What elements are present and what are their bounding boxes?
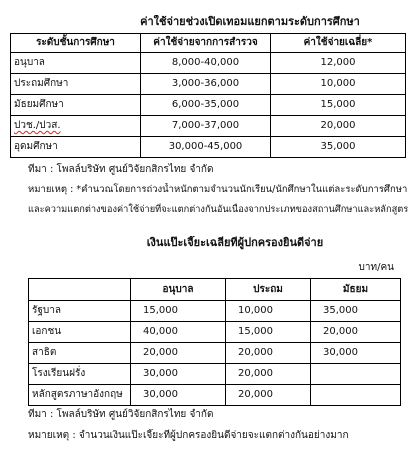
primary-cell: 15,000 [226, 322, 311, 343]
spending-table-note-line: หมายเหตุ : *คำนวณโดยการถ่วงน้ำหนักตามจำนวนนักเรียน/นักศึกษาในแต่ละระดับการศึกษา [28, 184, 408, 195]
kindergarten-cell: 30,000 [131, 364, 226, 385]
secondary-cell [311, 385, 401, 406]
tea-money-table-source: ที่มา : โพลล์บริษัท ศูนย์วิจัยกสิกรไทย จำกัด [28, 409, 214, 420]
row-label: ปวช./ปวส. [11, 116, 141, 137]
header-level: ระดับชั้นการศึกษา [11, 34, 141, 53]
unit-label: บาท/คน [358, 262, 394, 273]
table-row [29, 385, 401, 406]
survey-range-cell: 8,000-40,000 [141, 53, 271, 74]
tea-money-table-note: หมายเหตุ : จำนวนเงินแป๊ะเจี๊ยะที่ผู้ปกครองยินดีจ่ายจะแตกต่างกันอย่างมาก [28, 430, 349, 441]
kindergarten-cell: 20,000 [131, 343, 226, 364]
school-type-label: รัฐบาล [29, 301, 131, 322]
table-row [11, 74, 406, 95]
school-type-label: สาธิต [29, 343, 131, 364]
table-row [29, 343, 401, 364]
table-row [11, 95, 406, 116]
table-row [29, 364, 401, 385]
header-kindergarten: อนุบาล [131, 279, 226, 301]
header-average: ค่าใช้จ่ายเฉลี่ย* [271, 34, 406, 53]
primary-cell: 10,000 [226, 301, 311, 322]
school-type-label: โรงเรียนฝรั่ง [29, 364, 131, 385]
table-row [11, 116, 406, 137]
primary-cell: 20,000 [226, 364, 311, 385]
average-cell: 12,000 [271, 53, 406, 74]
table-header-row [29, 279, 401, 301]
school-type-label: หลักสูตรภาษาอังกฤษ [29, 385, 131, 406]
row-label: มัธยมศึกษา [11, 95, 141, 116]
tea-money-table-title: เงินแป๊ะเจี๊ยะเฉลี่ยที่ผู้ปกครองยินดีจ่าย [146, 236, 324, 249]
survey-range-cell: 6,000-35,000 [141, 95, 271, 116]
header-empty-cell [29, 279, 131, 301]
survey-range-cell: 30,000-45,000 [141, 137, 271, 158]
tea-money-table [28, 278, 401, 406]
header-secondary: มัธยม [311, 279, 401, 301]
average-cell: 15,000 [271, 95, 406, 116]
survey-range-cell: 7,000-37,000 [141, 116, 271, 137]
average-cell: 35,000 [271, 137, 406, 158]
header-survey-range: ค่าใช้จ่ายจากการสำรวจ [141, 34, 271, 53]
kindergarten-cell: 15,000 [131, 301, 226, 322]
table-row [29, 301, 401, 322]
survey-range-cell: 3,000-36,000 [141, 74, 271, 95]
primary-cell: 20,000 [226, 385, 311, 406]
spending-table-title: ค่าใช้จ่ายช่วงเปิดเทอมแยกตามระดับการศึกษา [140, 15, 360, 28]
table-header-row [11, 34, 406, 53]
spending-table-source: ที่มา : โพลล์บริษัท ศูนย์วิจัยกสิกรไทย จำกัด [28, 164, 214, 175]
secondary-cell: 35,000 [311, 301, 401, 322]
average-cell: 20,000 [271, 116, 406, 137]
table-row [29, 322, 401, 343]
spending-table-note-line: และความแตกต่างของค่าใช้จ่ายที่จะแตกต่างกันอันเนื่องจากประเภทของสถานศึกษาและหลักสูตร [28, 204, 408, 215]
kindergarten-cell: 30,000 [131, 385, 226, 406]
primary-cell: 20,000 [226, 343, 311, 364]
school-type-label: เอกชน [29, 322, 131, 343]
table-row [11, 137, 406, 158]
row-label: อุดมศึกษา [11, 137, 141, 158]
secondary-cell: 20,000 [311, 322, 401, 343]
secondary-cell: 30,000 [311, 343, 401, 364]
row-label: ประถมศึกษา [11, 74, 141, 95]
secondary-cell [311, 364, 401, 385]
average-cell: 10,000 [271, 74, 406, 95]
kindergarten-cell: 40,000 [131, 322, 226, 343]
spending-table [10, 33, 406, 158]
table-row [11, 53, 406, 74]
row-label: อนุบาล [11, 53, 141, 74]
header-primary: ประถม [226, 279, 311, 301]
